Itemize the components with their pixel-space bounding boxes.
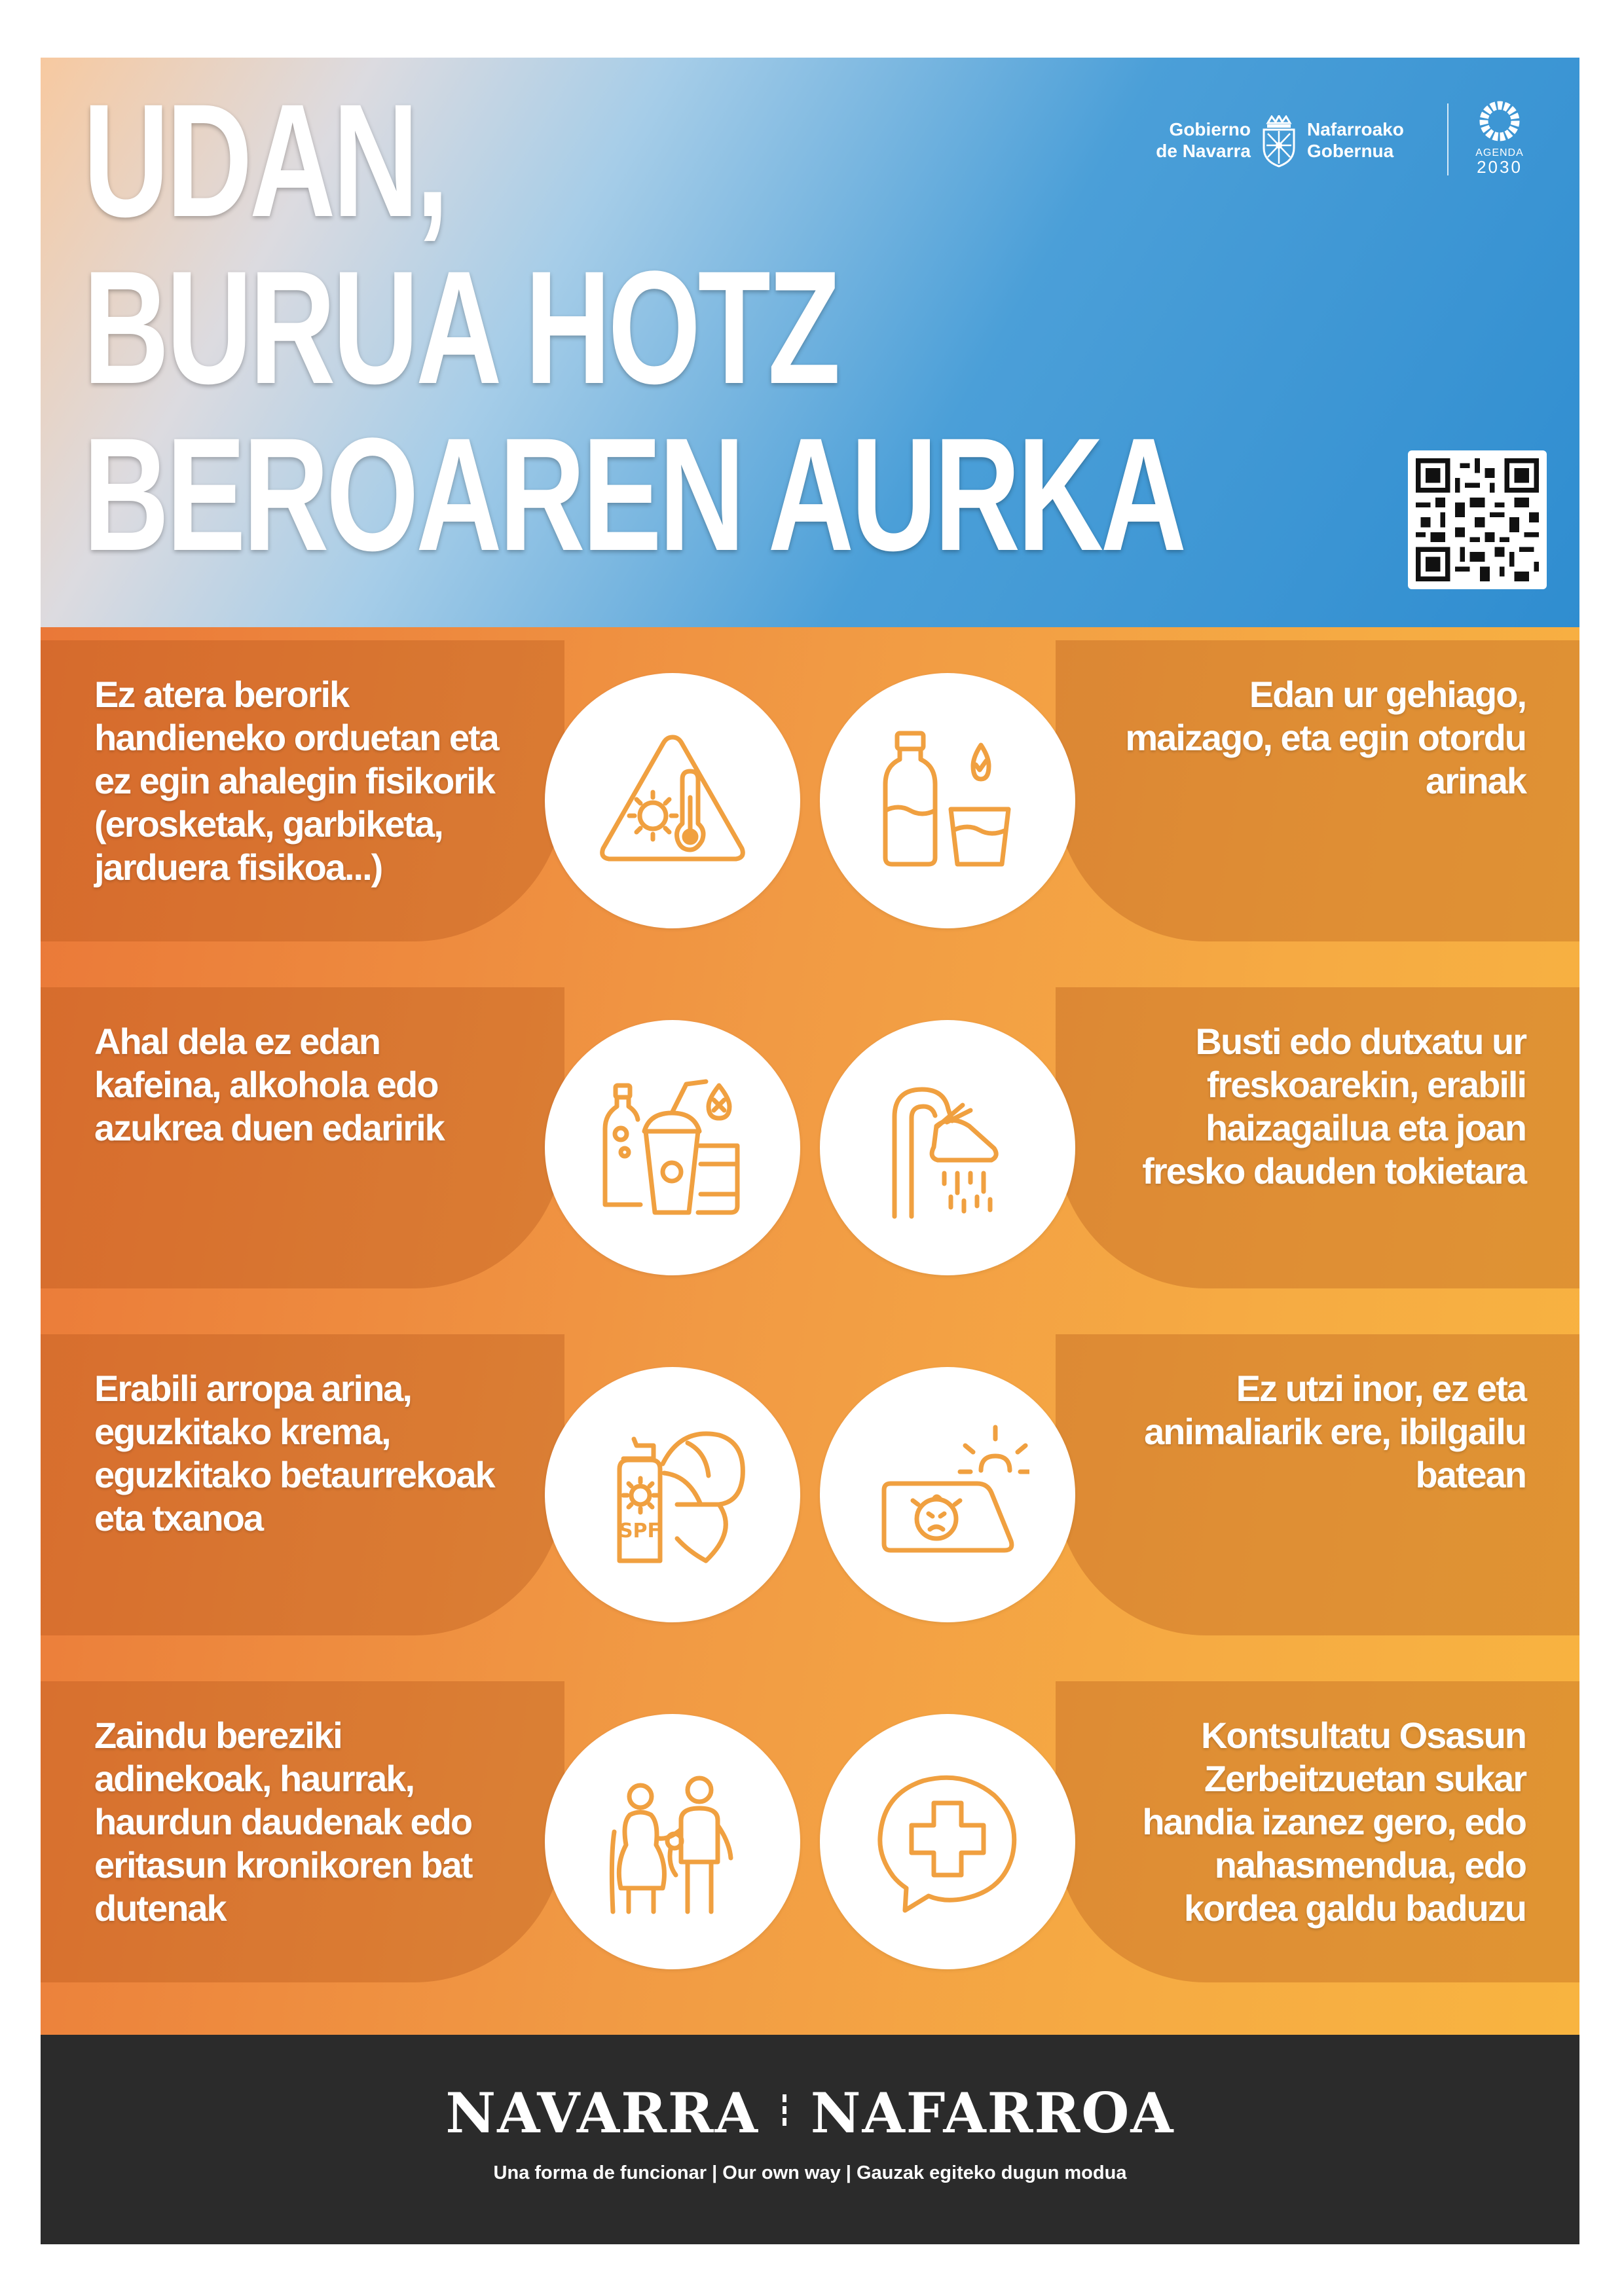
navarra-brand [41, 2081, 1579, 2145]
government-name-eu: Nafarroako Gobernua [1307, 119, 1404, 161]
agenda-2030-logo [1460, 98, 1539, 183]
brand-separator-icon [762, 2090, 807, 2136]
shower-icon [820, 1020, 1075, 1275]
heat-warning-icon [545, 673, 800, 928]
logo-divider [1447, 103, 1449, 175]
drinks-icon [545, 1020, 800, 1275]
poster [41, 58, 1579, 2244]
child-in-car-icon [820, 1367, 1075, 1622]
tagline: Una forma de funcionar | Our own way | Gauzak egiteko dugun modua [493, 2162, 1127, 2183]
tips-area [41, 627, 1579, 2035]
qr-code-icon [1416, 458, 1539, 581]
title-line-2: BURUA HOTZ [83, 238, 838, 418]
coat-of-arms-icon [1259, 115, 1299, 168]
tip-row-1 [41, 640, 1579, 941]
sunscreen-cap-icon [545, 1367, 800, 1622]
spf-label: SPF [618, 1520, 661, 1542]
tip-row-4 [41, 1681, 1579, 1982]
tip-row-2 [41, 987, 1579, 1288]
tip-avoid-heat-hours: Ez atera berorik handieneko orduetan eta ez egin ahalegin fisikorik (erosketak, garbiketa, jarduera fisikoa...) [94, 674, 498, 888]
title-line-3: BEROAREN AURKA [83, 405, 1184, 585]
title-line-1: UDAN, [83, 71, 447, 251]
tip-light-clothes-sunscreen: Erabili arropa arina, eguzkitako krema, eguzkitako betaurrekoak eta txanoa [94, 1368, 494, 1539]
tip-dont-leave-in-vehicle: Ez utzi inor, ez eta animaliarik ere, ibilgailu batean [1144, 1368, 1526, 1495]
tip-consult-health-services: Kontsultatu Osasun Zerbeitzuetan sukar handia izanez gero, edo nahasmendua, edo kordea galdu baduzu [1142, 1715, 1526, 1929]
tip-drink-water: Edan ur gehiago, maizago, eta egin otordu arinak [1125, 674, 1526, 801]
brand-nafarroa: NAFARROA [810, 2081, 1175, 2145]
brand-navarra: NAVARRA [445, 2081, 759, 2145]
tip-row-3 [41, 1334, 1579, 1635]
tip-care-vulnerable: Zaindu bereziki adinekoak, haurrak, haurdun daudenak edo eritasun kronikoren bat dutenak [94, 1715, 472, 1929]
qr-code[interactable] [1408, 450, 1547, 589]
government-name-es: Gobierno de Navarra [1156, 119, 1251, 161]
government-logos [1113, 89, 1545, 181]
water-bottle-glass-icon [820, 673, 1075, 928]
agenda-year: 2030 [1477, 157, 1522, 177]
footer [41, 2035, 1579, 2244]
tip-avoid-caffeine-alcohol: Ahal dela ez edan kafeina, alkohola edo azukrea duen edaririk [94, 1021, 444, 1148]
header-banner [41, 58, 1579, 627]
elderly-people-icon [545, 1714, 800, 1969]
agenda-label: AGENDA [1475, 147, 1524, 158]
tip-shower-cool: Busti edo dutxatu ur freskoarekin, erabili haizagailua eta joan fresko dauden tokietara [1142, 1021, 1526, 1192]
agenda-ring-icon [1477, 98, 1522, 144]
medical-cross-icon [820, 1714, 1075, 1969]
